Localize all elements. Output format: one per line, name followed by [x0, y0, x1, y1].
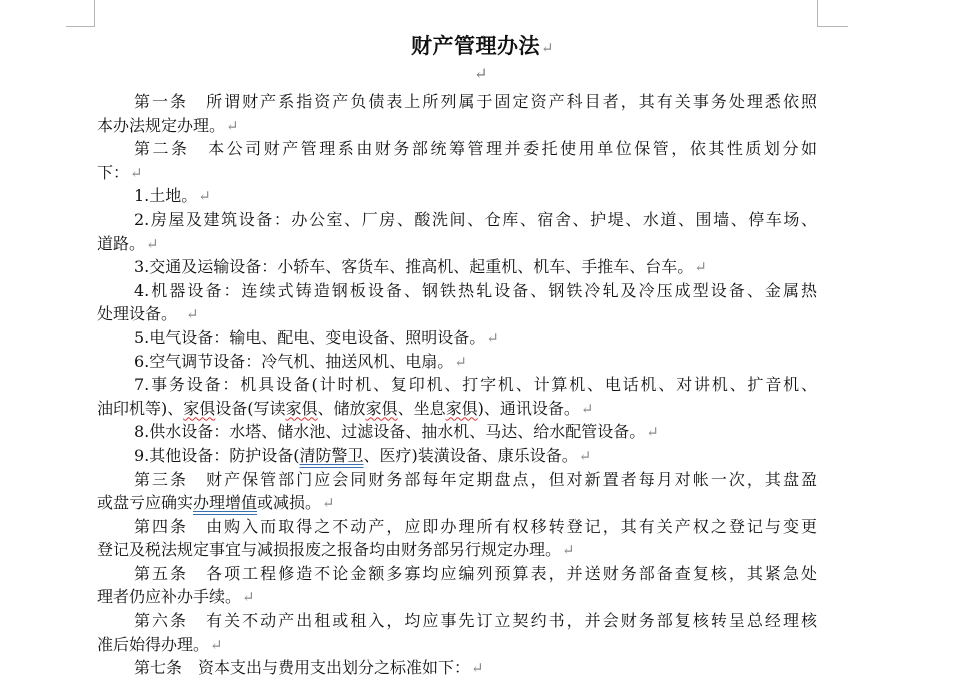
- doc-line-text: 油印机等)、家俱设备(写读家俱、储放家俱、坐息家俱)、通讯设备。: [97, 398, 580, 418]
- paragraph-mark-icon: ↵: [146, 234, 159, 253]
- paragraph-mark-icon: ↵: [562, 541, 575, 560]
- doc-line-text: 第二条 本公司财产管理系由财务部统筹管理并委托使用单位保管，依其性质划分如: [134, 139, 817, 159]
- paragraph-mark-icon: ↵: [540, 39, 555, 57]
- page-corner-mark-left: [66, 26, 95, 27]
- doc-line: [97, 208, 817, 232]
- doc-line-text: 8.供水设备：水塔、储水池、过滤设备、抽水机、马达、给水配管设备。: [134, 422, 646, 442]
- paragraph-mark-icon: ↵: [580, 399, 594, 418]
- doc-line-text: 处理设备。: [97, 304, 186, 324]
- document-body[interactable]: [97, 90, 817, 680]
- doc-line: [97, 609, 817, 633]
- paragraph-mark-icon: ↵: [694, 258, 707, 277]
- doc-line-text: 3.交通及运输设备：小轿车、客货车、推高机、起重机、机车、手推车、台车。: [134, 257, 694, 277]
- paragraph-mark-icon: ↵: [322, 494, 335, 513]
- doc-line: [97, 326, 817, 350]
- doc-line-text: 2.房屋及建筑设备：办公室、厂房、酸洗间、仓库、宿舍、护堤、水道、围墙、停车场、: [134, 209, 817, 229]
- doc-line: [97, 161, 817, 185]
- paragraph-mark-icon: ↵: [242, 588, 255, 607]
- doc-line: [97, 373, 817, 397]
- doc-line-text: 第四条 由购入而取得之不动产，应即办理所有权移转登记，其有关产权之登记与变更: [134, 516, 817, 536]
- page-corner-mark-left: [94, 0, 95, 27]
- paragraph-mark-icon: ↵: [454, 352, 467, 371]
- doc-line: [97, 114, 817, 138]
- empty-paragraph-mark-icon: ↵: [474, 64, 488, 83]
- doc-line-text: 9.其他设备：防护设备(清防警卫、医疗)装潢设备、康乐设备。: [134, 445, 578, 465]
- paragraph-mark-icon: ↵: [486, 328, 499, 347]
- grammar-underline: 清防警卫: [299, 445, 364, 465]
- paragraph-mark-icon: ↵: [186, 305, 199, 324]
- doc-line: [97, 232, 817, 256]
- doc-line: [97, 137, 817, 161]
- doc-line: [97, 585, 817, 609]
- doc-line-text: 1.土地。: [134, 186, 198, 206]
- doc-line-text: 登记及税法规定事宜与减损报废之报备均由财务部另行规定办理。: [97, 540, 562, 560]
- doc-line: [97, 538, 817, 562]
- spellcheck-underline: 家俱: [285, 398, 318, 418]
- document-title[interactable]: [0, 30, 965, 60]
- spellcheck-underline: 家俱: [183, 398, 216, 418]
- spellcheck-underline: 家俱: [365, 398, 398, 418]
- paragraph-mark-icon: ↵: [130, 163, 143, 182]
- doc-line: [97, 468, 817, 492]
- paragraph-mark-icon: ↵: [226, 116, 239, 135]
- doc-line: [97, 656, 817, 680]
- doc-line-text: 本办法规定办理。: [97, 115, 226, 135]
- page-corner-mark-right: [817, 0, 818, 27]
- doc-line: [97, 184, 817, 208]
- doc-line: [97, 491, 817, 515]
- doc-line: [97, 633, 817, 657]
- doc-line: [97, 302, 817, 326]
- doc-line: [97, 444, 817, 468]
- paragraph-mark-icon: ↵: [471, 659, 484, 678]
- spellcheck-underline: 家俱: [445, 398, 478, 418]
- doc-line-text: 准后始得办理。: [97, 634, 210, 654]
- doc-line: [97, 90, 817, 114]
- doc-line: [97, 350, 817, 374]
- paragraph-mark-icon: ↵: [646, 423, 659, 442]
- doc-line: [97, 515, 817, 539]
- paragraph-mark-icon: ↵: [578, 446, 592, 465]
- doc-line-text: 第七条 资本支出与费用支出划分之标准如下：: [134, 658, 471, 678]
- doc-line-text: 7.事务设备：机具设备(计时机、复印机、打字机、计算机、电话机、对讲机、扩音机、: [134, 375, 817, 395]
- doc-line: [97, 279, 817, 303]
- doc-line-text: 或盘亏应确实办理增值或减损。: [97, 493, 322, 513]
- paragraph-mark-icon: ↵: [210, 635, 223, 654]
- doc-line: [97, 562, 817, 586]
- doc-line-text: 5.电气设备：输电、配电、变电设备、照明设备。: [134, 327, 486, 347]
- doc-line: [97, 397, 817, 421]
- page-corner-mark-right: [817, 26, 848, 27]
- doc-line-text: 理者仍应补办手续。: [97, 587, 242, 607]
- doc-line-text: 道路。: [97, 233, 146, 253]
- doc-line-text: 4.机器设备：连续式铸造钢板设备、钢铁热轧设备、钢铁冷轧及冷压成型设备、金属热: [134, 280, 817, 300]
- title-text: 财产管理办法: [410, 33, 540, 58]
- paragraph-mark-icon: ↵: [198, 187, 211, 206]
- doc-line-text: 第五条 各项工程修造不论金额多寡均应编列预算表，并送财务部备查复核，其紧急处: [134, 563, 817, 583]
- doc-line-text: 第六条 有关不动产出租或租入，均应事先订立契约书，并会财务部复核转呈总经理核: [134, 611, 817, 631]
- doc-line-text: 第一条 所谓财产系指资产负债表上所列属于固定资产科目者，其有关事务处理悉依照: [134, 92, 817, 111]
- doc-line: [97, 420, 817, 444]
- doc-line-text: 下：: [97, 162, 130, 182]
- doc-line-text: 第三条 财产保管部门应会同财务部每年定期盘点，但对新置者每月对帐一次，其盘盈: [134, 469, 817, 489]
- doc-line: [97, 255, 817, 279]
- grammar-underline: 办理增值: [193, 493, 258, 513]
- doc-line-text: 6.空气调节设备：冷气机、抽送风机、电扇。: [134, 351, 454, 371]
